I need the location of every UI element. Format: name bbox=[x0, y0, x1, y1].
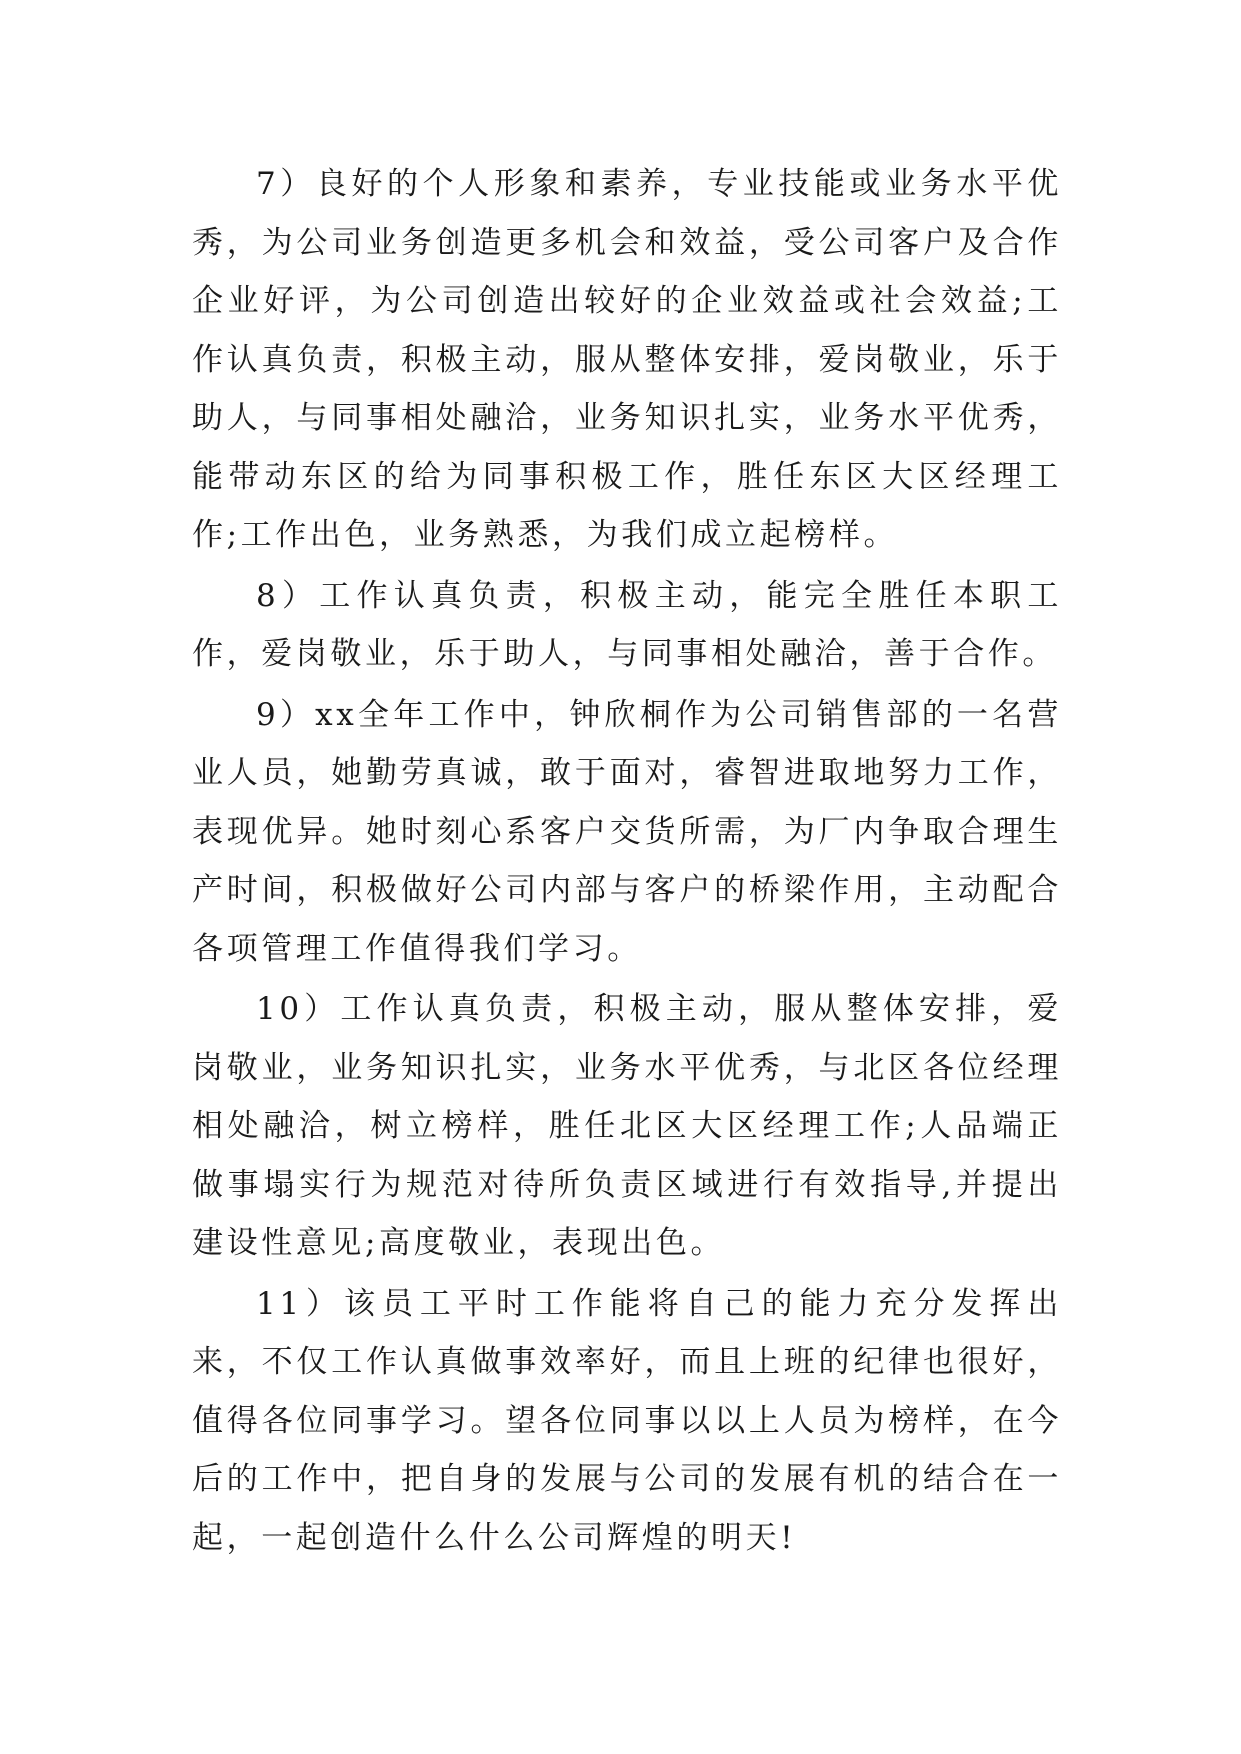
paragraph-10: 10）工作认真负责，积极主动，服从整体安排，爱岗敬业，业务知识扎实，业务水平优秀，与北区各位经理相处融洽，树立榜样，胜任北区大区经理工作;人品端正做事塌实行为规范对待所负责区域进行有效指导,并提出建设性意见;高度敬业，表现出色。 bbox=[192, 991, 1062, 1261]
paragraph-7: 7）良好的个人形象和素养，专业技能或业务水平优秀，为公司业务创造更多机会和效益，受公司客户及合作企业好评，为公司创造出较好的企业效益或社会效益;工作认真负责，积极主动，服从整体安排，爱岗敬业，乐于助人，与同事相处融洽，业务知识扎实，业务水平优秀，能带动东区的给为同事积极工作，胜任东区大区经理工作;工作出色，业务熟悉，为我们成立起榜样。 bbox=[192, 166, 1062, 553]
document-body bbox=[192, 155, 1062, 1569]
paragraph-11: 11）该员工平时工作能将自己的能力充分发挥出来，不仅工作认真做事效率好，而且上班的纪律也很好，值得各位同事学习。望各位同事以以上人员为榜样，在今后的工作中，把自身的发展与公司的发展有机的结合在一起，一起创造什么什么公司辉煌的明天! bbox=[192, 1285, 1062, 1556]
paragraph-8: 8）工作认真负责，积极主动，能完全胜任本职工作，爱岗敬业，乐于助人，与同事相处融洽，善于合作。 bbox=[192, 577, 1062, 672]
paragraph-9: 9）xx全年工作中，钟欣桐作为公司销售部的一名营业人员，她勤劳真诚，敢于面对，睿智进取地努力工作，表现优异。她时刻心系客户交货所需，为厂内争取合理生产时间，积极做好公司内部与客户的桥梁作用，主动配合各项管理工作值得我们学习。 bbox=[192, 696, 1062, 967]
